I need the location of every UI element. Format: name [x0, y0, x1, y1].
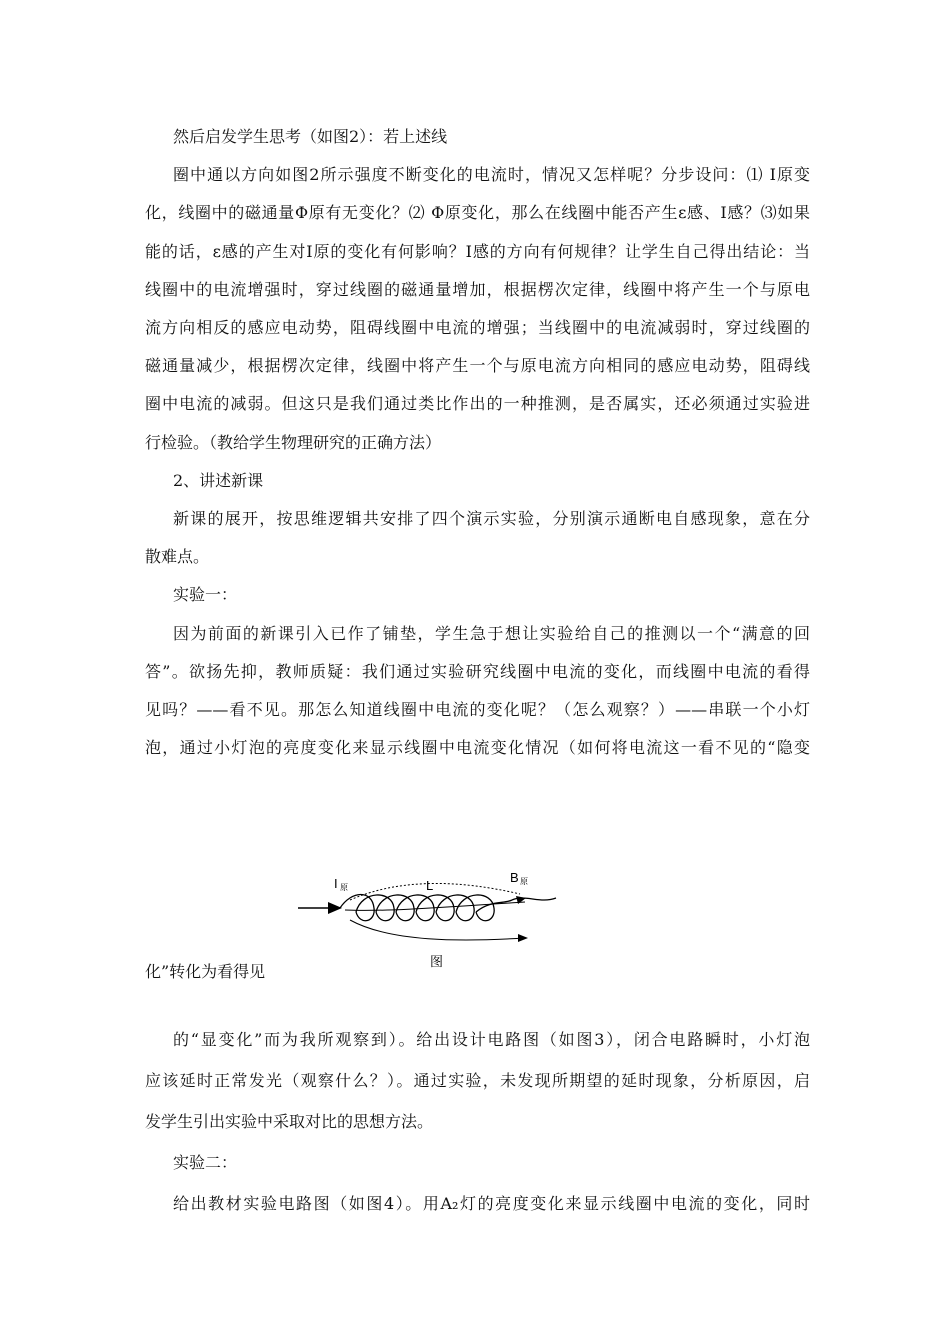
text-line-beside-figure: 化”转化为看得见 — [145, 962, 266, 981]
text-line: 然后启发学生思考（如图2）：若上述线 — [173, 127, 448, 146]
text-line: 答”。欲扬先抑，教师质疑：我们通过实验研究线圈中电流的变化，而线圈中电流的看得 — [145, 661, 810, 681]
label-i-sub: 原 — [340, 883, 348, 892]
text-line: 实验一： — [173, 585, 238, 605]
field-arrow-icon-lower — [518, 934, 528, 942]
text-line: 散难点。 — [145, 547, 210, 567]
text-line: 见吗？——看不见。那怎么知道线圈中电流的变化呢？（怎么观察？）——串联一个小灯 — [145, 700, 810, 719]
text-line: 实验二： — [173, 1153, 238, 1172]
text-line: 应该延时正常发光（观察什么？）。通过实验，未发现所期望的延时现象，分析原因，启 — [145, 1071, 810, 1090]
text-line: 新课的展开，按思维逻辑共安排了四个演示实验，分别演示通断电自感现象，意在分 — [173, 509, 810, 528]
text-line: 2、讲述新课 — [173, 470, 264, 490]
field-lines — [345, 883, 525, 940]
text-line: 泡，通过小灯泡的亮度变化来显示线圈中电流变化情况（如何将电流这一看不见的“隐变 — [145, 738, 810, 758]
text-line: 化，线圈中的磁通量Φ原有无变化？⑵ Φ原变化，那么在线圈中能否产生ε感、I感？⑶如果 — [145, 203, 810, 223]
label-b-sub: 原 — [520, 877, 528, 886]
label-l: L — [426, 878, 434, 893]
text-line: 发学生引出实验中采取对比的思想方法。 — [145, 1112, 434, 1131]
label-b: B — [510, 870, 519, 885]
text-line: 因为前面的新课引入已作了铺垫，学生急于想让实验给自己的推测以一个“满意的回 — [173, 623, 810, 643]
text-line: 给出教材实验电路图（如图4）。用A₂灯的亮度变化来显示线圈中电流的变化，同时 — [173, 1194, 810, 1213]
label-i: I — [334, 876, 338, 891]
coil-loops — [340, 895, 512, 921]
text-line: 线圈中的电流增强时，穿过线圈的磁通量增加，根据楞次定律，线圈中将产生一个与原电 — [145, 279, 810, 299]
text-line: 磁通量减少，根据楞次定律，线圈中将产生一个与原电流方向相同的感应电动势，阻碍线 — [145, 356, 810, 376]
text-line: 流方向相反的感应电动势，阻碍线圈中电流的增强；当线圈中的电流减弱时，穿过线圈的 — [145, 318, 810, 337]
text-line: 的“显变化”而为我所观察到）。给出设计电路图（如图3），闭合电路瞬时，小灯泡 — [173, 1030, 810, 1049]
text-line: 圈中通以方向如图2所示强度不断变化的电流时，情况又怎样呢？分步设问：⑴ I原变 — [173, 165, 810, 185]
text-line: 圈中电流的减弱。但这只是我们通过类比作出的一种推测，是否属实，还必须通过实验进 — [145, 394, 810, 414]
text-line: 能的话，ε感的产生对I原的变化有何影响？I感的方向有何规律？让学生自己得出结论：当 — [145, 241, 810, 261]
current-arrow-icon — [328, 902, 342, 914]
figure-caption: 图 — [430, 954, 444, 969]
text-line: 行检验。（教给学生物理研究的正确方法） — [145, 432, 442, 452]
